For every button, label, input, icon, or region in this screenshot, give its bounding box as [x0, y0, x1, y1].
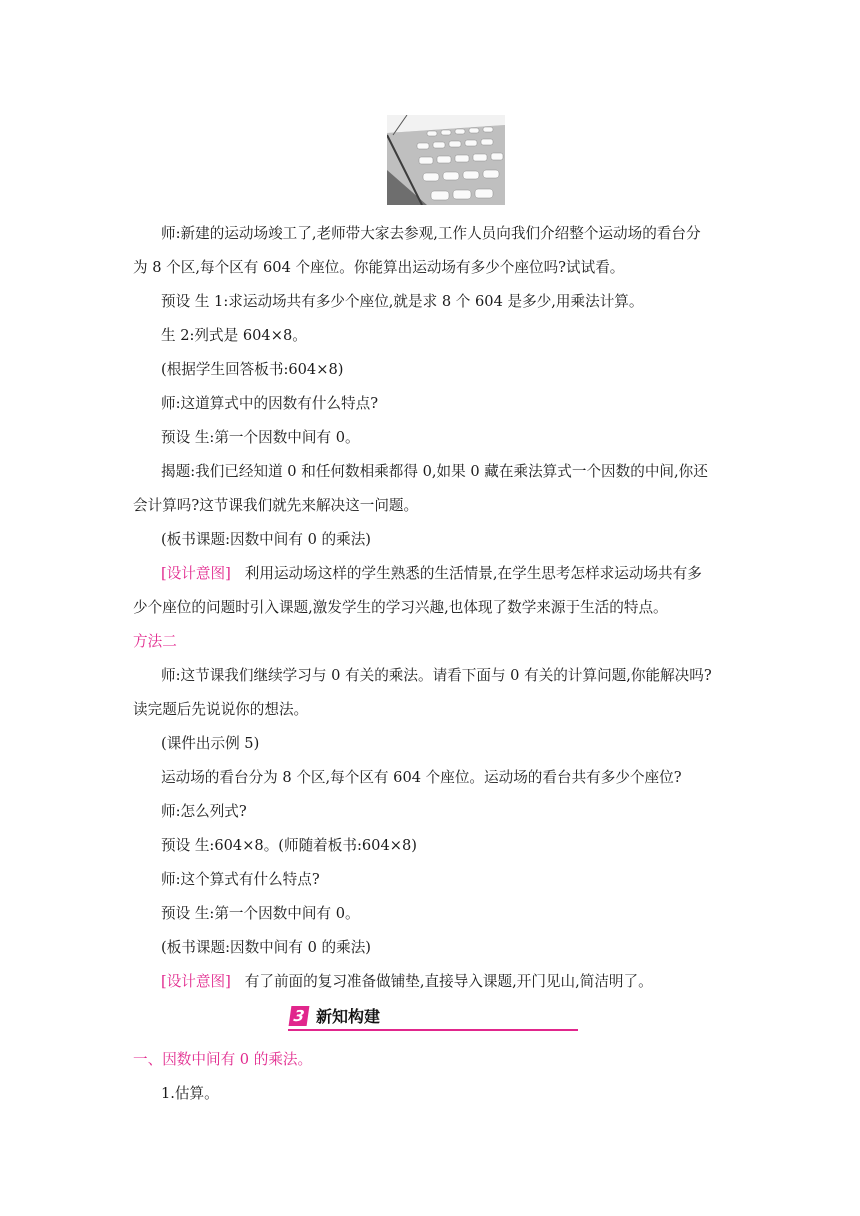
section-title: 新知构建: [316, 1007, 381, 1026]
text-line: (课件出示例 5): [161, 735, 260, 752]
text-line: 师:这道算式中的因数有什么特点?: [161, 395, 379, 412]
subsection-heading: 一、因数中间有 0 的乘法。: [133, 1051, 313, 1068]
text-line: (板书课题:因数中间有 0 的乘法): [161, 531, 371, 548]
text-line: 师:这个算式有什么特点?: [161, 871, 320, 888]
text-line: 师:怎么列式?: [161, 803, 247, 820]
text-span: 利用运动场这样的学生熟悉的生活情景,在学生思考怎样求运动场共有多: [244, 565, 702, 582]
text-line: (板书课题:因数中间有 0 的乘法): [161, 939, 371, 956]
stadium-seats-photo: [387, 115, 505, 205]
text-span: 有了前面的复习准备做铺垫,直接导入课题,开门见山,简洁明了。: [244, 973, 653, 990]
text-line: 1.估算。: [161, 1085, 219, 1102]
section-header: [288, 1004, 578, 1030]
text-line: 预设 生:604×8。(师随着板书:604×8): [161, 837, 417, 854]
text-line: 师:新建的运动场竣工了,老师带大家去参观,工作人员向我们介绍整个运动场的看台分: [161, 225, 701, 242]
section-underline: [288, 1029, 578, 1031]
text-line: 预设 生 1:求运动场共有多少个座位,就是求 8 个 604 是多少,用乘法计算。: [161, 293, 644, 310]
text-line: 读完题后先说说你的想法。: [133, 701, 309, 718]
text-line: 运动场的看台分为 8 个区,每个区有 604 个座位。运动场的看台共有多少个座位?: [161, 769, 682, 786]
text-line: 为 8 个区,每个区有 604 个座位。你能算出运动场有多少个座位吗?试试看。: [133, 259, 625, 276]
design-intent-tag: [设计意图]: [161, 565, 231, 582]
text-line: 预设 生:第一个因数中间有 0。: [161, 905, 360, 922]
text-line: (根据学生回答板书:604×8): [161, 361, 344, 378]
design-intent-tag: [设计意图]: [161, 973, 231, 990]
stadium-seats-image: [387, 115, 505, 205]
text-line: 师:这节课我们继续学习与 0 有关的乘法。请看下面与 0 有关的计算问题,你能解决吗?: [161, 667, 712, 684]
text-line: 生 2:列式是 604×8。: [161, 327, 307, 344]
text-line: 会计算吗?这节课我们就先来解决这一问题。: [133, 497, 419, 514]
method-heading: 方法二: [133, 633, 177, 650]
text-line: 预设 生:第一个因数中间有 0。: [161, 429, 360, 446]
text-line: 揭题:我们已经知道 0 和任何数相乘都得 0,如果 0 藏在乘法算式一个因数的中间,你还: [161, 463, 708, 480]
text-line: 少个座位的问题时引入课题,激发学生的学习兴趣,也体现了数学来源于生活的特点。: [133, 599, 668, 616]
section-number-badge: 3: [289, 1006, 310, 1026]
design-intent-line: [133, 557, 761, 591]
design-intent-line: [133, 965, 761, 999]
